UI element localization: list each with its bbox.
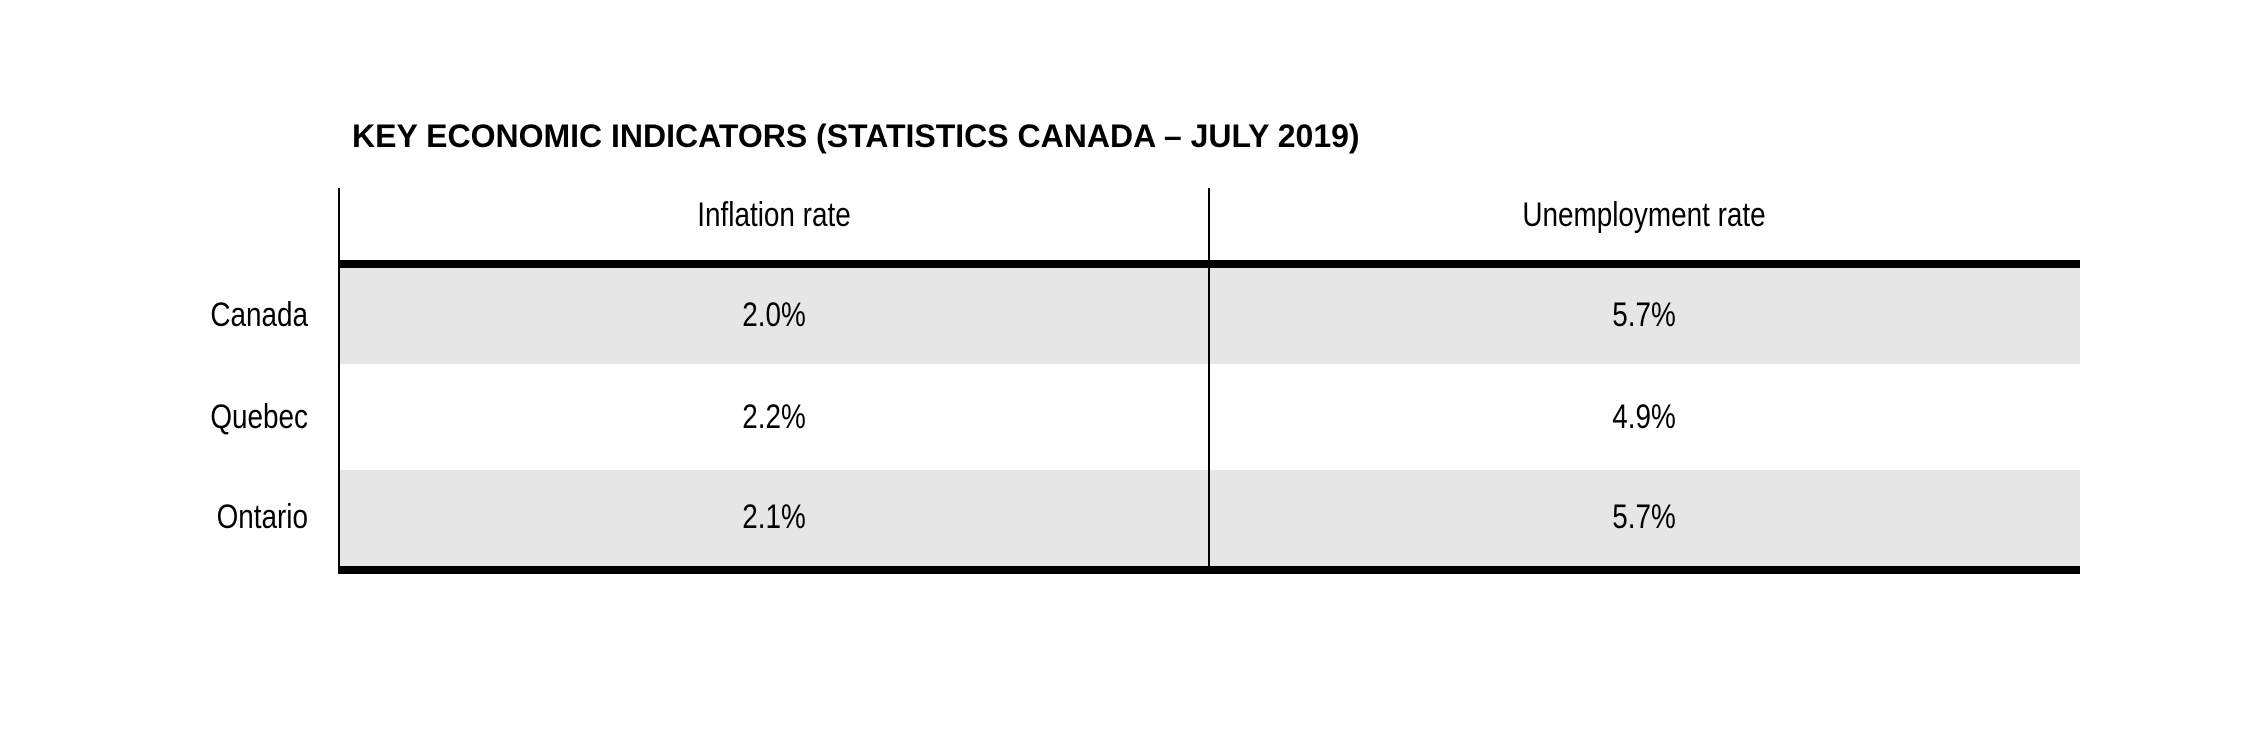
cell-quebec-inflation: 2.2% [742, 398, 806, 436]
row-label-ontario: Ontario [216, 498, 308, 536]
row-label-canada: Canada [210, 296, 308, 334]
cell-ontario-unemployment: 5.7% [1612, 498, 1676, 536]
table-title: KEY ECONOMIC INDICATORS (STATISTICS CANADA – JULY 2019) [352, 118, 1360, 154]
cell-ontario-inflation: 2.1% [742, 498, 806, 536]
middle-column-divider [1208, 188, 1210, 574]
cell-quebec-unemployment: 4.9% [1612, 398, 1676, 436]
cell-canada-inflation: 2.0% [742, 296, 806, 334]
column-header-unemployment: Unemployment rate [1522, 196, 1766, 234]
column-header-inflation: Inflation rate [697, 196, 851, 234]
row-label-quebec: Quebec [210, 398, 308, 436]
left-column-divider [338, 188, 340, 574]
cell-canada-unemployment: 5.7% [1612, 296, 1676, 334]
